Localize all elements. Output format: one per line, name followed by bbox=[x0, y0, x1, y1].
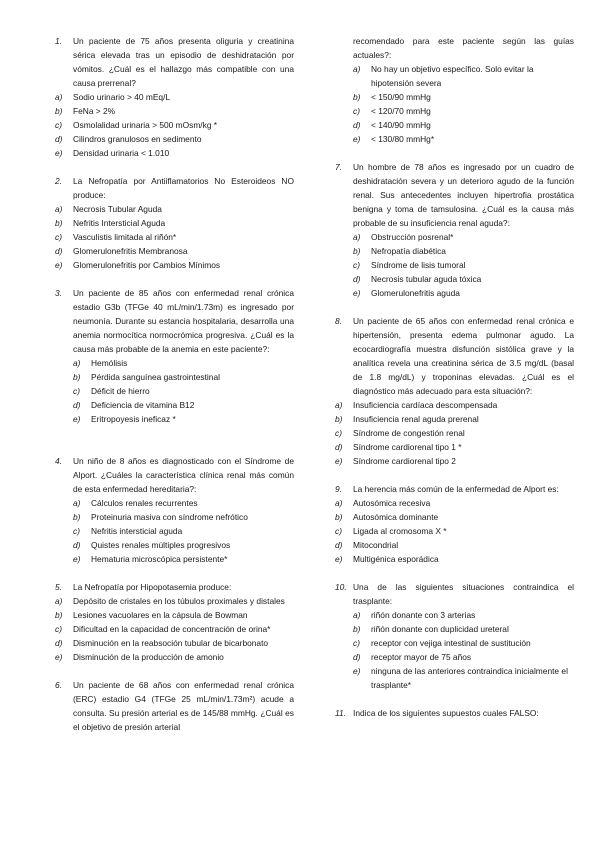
answer-option bbox=[335, 230, 574, 244]
answer-option bbox=[335, 412, 574, 426]
option-text: Disminución en la reabsoción tubular de bicarbonato bbox=[73, 638, 269, 648]
option-text: < 150/90 mmHg bbox=[371, 92, 431, 102]
answer-options bbox=[335, 496, 574, 566]
question-number: 6. bbox=[55, 680, 62, 690]
option-text: Disminución de la producción de amonio bbox=[73, 652, 224, 662]
question-number: 4. bbox=[55, 456, 62, 466]
option-letter: e) bbox=[73, 414, 81, 424]
answer-option bbox=[335, 90, 574, 104]
option-letter: e) bbox=[55, 652, 63, 662]
option-letter: c) bbox=[335, 526, 342, 536]
option-text: Autosómica recesiva bbox=[353, 498, 431, 508]
question-number: 5. bbox=[55, 582, 62, 592]
option-letter: d) bbox=[353, 120, 361, 130]
option-letter: c) bbox=[73, 386, 80, 396]
answer-option bbox=[335, 622, 574, 636]
option-text: No hay un objetivo específico. Solo evitar la hipotensión severa bbox=[371, 64, 534, 88]
option-letter: c) bbox=[55, 624, 62, 634]
option-text: Multigénica esporádica bbox=[353, 554, 439, 564]
answer-option bbox=[55, 524, 294, 538]
option-text: < 130/80 mmHg* bbox=[371, 134, 435, 144]
answer-option bbox=[55, 90, 294, 104]
option-text: Glomerulonefritis por Cambios Mínimos bbox=[73, 260, 221, 270]
option-text: Lesiones vacuolares en la cápsula de Bowman bbox=[73, 610, 248, 620]
answer-option bbox=[335, 118, 574, 132]
answer-option bbox=[55, 118, 294, 132]
answer-option bbox=[55, 510, 294, 524]
option-letter: d) bbox=[73, 540, 81, 550]
answer-option bbox=[335, 272, 574, 286]
answer-option bbox=[55, 412, 294, 426]
question-stem bbox=[55, 678, 294, 734]
question-number bbox=[335, 34, 353, 62]
option-text: Sodio urinario > 40 mEq/L bbox=[73, 92, 171, 102]
option-text: Depósito de cristales en los túbulos proximales y distales bbox=[73, 596, 285, 606]
option-letter: a) bbox=[55, 596, 63, 606]
answer-option bbox=[335, 426, 574, 440]
answer-option bbox=[335, 62, 574, 90]
option-text: Dificultad en la capacidad de concentración de orina* bbox=[73, 624, 271, 634]
question-item bbox=[55, 440, 294, 566]
answer-option bbox=[335, 496, 574, 510]
answer-options bbox=[55, 90, 294, 160]
question-item bbox=[335, 580, 574, 692]
question-number: 7. bbox=[335, 162, 342, 172]
option-text: receptor mayor de 75 años bbox=[371, 652, 472, 662]
answer-option bbox=[335, 650, 574, 664]
option-text: Hematuria microscópica persistente* bbox=[91, 554, 228, 564]
option-text: Insuficiencia renal aguda prerenal bbox=[353, 414, 479, 424]
answer-option bbox=[55, 398, 294, 412]
option-letter: c) bbox=[353, 260, 360, 270]
option-letter: a) bbox=[353, 232, 361, 242]
option-letter: a) bbox=[55, 204, 63, 214]
answer-option bbox=[55, 636, 294, 650]
answer-options bbox=[55, 496, 294, 566]
option-text: Vasculistis limitada al riñón* bbox=[73, 232, 177, 242]
option-letter: b) bbox=[353, 92, 361, 102]
answer-option bbox=[335, 538, 574, 552]
answer-options bbox=[55, 356, 294, 426]
option-letter: b) bbox=[55, 610, 63, 620]
answer-option bbox=[335, 454, 574, 468]
option-letter: c) bbox=[353, 106, 360, 116]
right-column bbox=[335, 34, 574, 734]
option-text: Necrosis Tubular Aguda bbox=[73, 204, 162, 214]
option-letter: e) bbox=[353, 288, 361, 298]
option-text: Síndrome cardiorenal tipo 1 * bbox=[353, 442, 462, 452]
question-text: Un paciente de 65 años con enfermedad renal crónica e hipertensión, presenta edema pulmonar agudo. La ecocardiografía muestra disfunción sistólica grave y la analítica revela una creatinina sérica de 3.5 mg/dL (basal de 1.8 mg/dL) y troponinas elevadas. ¿Cuál es el diagnóstico más adecuado para esta situación?: bbox=[353, 316, 574, 396]
option-letter: d) bbox=[353, 274, 361, 284]
option-letter: c) bbox=[55, 232, 62, 242]
option-text: riñón donante con duplicidad ureteral bbox=[371, 624, 509, 634]
question-item bbox=[55, 174, 294, 272]
question-item bbox=[55, 34, 294, 160]
option-text: Nefritis Intersticial Aguda bbox=[73, 218, 166, 228]
question-stem bbox=[55, 454, 294, 496]
option-letter: c) bbox=[73, 526, 80, 536]
question-text: Un hombre de 78 años es ingresado por un cuadro de deshidratación severa y un deterioro agudo de la función renal. Sus antecedentes incluyen hipertrofia prostática benigna y toma de tamsulosina. ¿Cuál es la causa más probable de su insuficiencia renal aguda?: bbox=[353, 162, 574, 228]
option-text: Síndrome de lisis tumoral bbox=[371, 260, 466, 270]
question-number: 2. bbox=[55, 176, 62, 186]
question-stem bbox=[335, 34, 574, 62]
option-letter: d) bbox=[55, 246, 63, 256]
option-letter: e) bbox=[55, 148, 63, 158]
answer-option bbox=[335, 552, 574, 566]
question-item bbox=[335, 314, 574, 468]
answer-option bbox=[55, 230, 294, 244]
question-text: Indica de los siguientes supuestos cuales FALSO: bbox=[353, 708, 539, 718]
option-text: Glomerulonefritis Membranosa bbox=[73, 246, 188, 256]
question-text: Una de las siguientes situaciones contraindica el trasplante: bbox=[353, 582, 574, 606]
option-letter: a) bbox=[353, 610, 361, 620]
question-stem bbox=[335, 314, 574, 398]
option-text: < 140/90 mmHg bbox=[371, 120, 431, 130]
answer-option bbox=[55, 608, 294, 622]
answer-options bbox=[55, 594, 294, 664]
option-letter: d) bbox=[55, 134, 63, 144]
option-text: ninguna de las anteriores contraindica inicialmente el trasplante* bbox=[371, 666, 568, 690]
option-text: receptor con vejiga intestinal de sustitución bbox=[371, 638, 531, 648]
answer-option bbox=[55, 370, 294, 384]
answer-option bbox=[335, 286, 574, 300]
option-letter: d) bbox=[73, 400, 81, 410]
question-text: Un niño de 8 años es diagnosticado con el Síndrome de Alport. ¿Cuáles la característica clínica renal más común de esta enfermedad hereditaria?: bbox=[73, 456, 294, 494]
option-letter: b) bbox=[55, 218, 63, 228]
question-number: 3. bbox=[55, 288, 62, 298]
option-letter: c) bbox=[55, 120, 62, 130]
option-letter: a) bbox=[335, 498, 343, 508]
answer-option bbox=[55, 552, 294, 566]
answer-options bbox=[335, 62, 574, 146]
answer-option bbox=[55, 258, 294, 272]
question-number: 8. bbox=[335, 316, 342, 326]
question-stem bbox=[55, 174, 294, 202]
question-text: Un paciente de 68 años con enfermedad renal crónica (ERC) estadio G4 (TFGe 25 mL/min/1.73m²) acude a consulta. Su presión arterial es de 145/88 mmHg. ¿Cuál es el objetivo de presión arterial bbox=[73, 680, 294, 732]
answer-option bbox=[55, 104, 294, 118]
option-text: Eritropoyesis ineficaz * bbox=[91, 414, 176, 424]
answer-option bbox=[335, 510, 574, 524]
answer-option bbox=[335, 608, 574, 622]
option-letter: a) bbox=[73, 358, 81, 368]
answer-option bbox=[335, 636, 574, 650]
answer-option bbox=[55, 384, 294, 398]
option-text: Hemólisis bbox=[91, 358, 128, 368]
answer-option bbox=[335, 524, 574, 538]
option-letter: e) bbox=[353, 134, 361, 144]
option-letter: d) bbox=[55, 638, 63, 648]
option-letter: a) bbox=[55, 92, 63, 102]
question-item bbox=[55, 580, 294, 664]
answer-options bbox=[55, 202, 294, 272]
option-text: Quistes renales múltiples progresivos bbox=[91, 540, 231, 550]
question-stem bbox=[55, 34, 294, 90]
option-text: < 120/70 mmHg bbox=[371, 106, 431, 116]
answer-option bbox=[55, 244, 294, 258]
answer-option bbox=[55, 146, 294, 160]
question-stem bbox=[335, 160, 574, 230]
spacer bbox=[55, 440, 294, 454]
option-letter: c) bbox=[335, 428, 342, 438]
option-letter: d) bbox=[335, 540, 343, 550]
question-stem bbox=[55, 286, 294, 356]
answer-option bbox=[55, 216, 294, 230]
option-letter: b) bbox=[73, 372, 81, 382]
answer-option bbox=[55, 622, 294, 636]
answer-option bbox=[55, 538, 294, 552]
option-text: Ligada al cromosoma X * bbox=[353, 526, 447, 536]
left-column bbox=[55, 34, 294, 748]
option-letter: a) bbox=[353, 64, 361, 74]
option-letter: b) bbox=[353, 624, 361, 634]
answer-option bbox=[335, 440, 574, 454]
option-letter: e) bbox=[335, 456, 343, 466]
answer-option bbox=[335, 244, 574, 258]
question-stem bbox=[335, 706, 574, 720]
option-text: Mitocondrial bbox=[353, 540, 399, 550]
answer-options bbox=[335, 230, 574, 300]
option-text: Deficiencia de vitamina B12 bbox=[91, 400, 195, 410]
option-letter: e) bbox=[353, 666, 361, 676]
option-text: Densidad urinaria < 1.010 bbox=[73, 148, 170, 158]
answer-option bbox=[55, 594, 294, 608]
option-text: Glomerulonefritis aguda bbox=[371, 288, 460, 298]
answer-options bbox=[335, 608, 574, 692]
option-text: Cilindros granulosos en sedimento bbox=[73, 134, 202, 144]
option-letter: b) bbox=[335, 414, 343, 424]
answer-option bbox=[335, 258, 574, 272]
option-text: Síndrome de congestión renal bbox=[353, 428, 465, 438]
question-text: La Nefropatía por Antiiflamatorios No Esteroideos NO produce: bbox=[73, 176, 294, 200]
question-text: Un paciente de 85 años con enfermedad renal crónica estadio G3b (TFGe 40 mL/min/1.73m) es ingresado por neumonía. Durante su estancia hospitalaria, desarrolla una anemia normocítica normocrómica progresiva. ¿Cuál es la causa más probable de la anemia en este paciente?: bbox=[73, 288, 294, 354]
question-text: recomendado para este paciente según las guías actuales?: bbox=[353, 36, 574, 60]
question-item bbox=[335, 160, 574, 300]
option-letter: d) bbox=[335, 442, 343, 452]
question-number: 10. bbox=[335, 582, 347, 592]
question-number: 1. bbox=[55, 36, 62, 46]
question-text: La Nefropatía por Hipopotasemia produce: bbox=[73, 582, 232, 592]
option-letter: e) bbox=[335, 554, 343, 564]
answer-option bbox=[55, 132, 294, 146]
option-letter: b) bbox=[335, 512, 343, 522]
question-text: La herencia más común de la enfermedad de Alport es: bbox=[353, 484, 559, 494]
option-letter: e) bbox=[73, 554, 81, 564]
answer-option bbox=[55, 356, 294, 370]
option-letter: a) bbox=[335, 400, 343, 410]
option-letter: c) bbox=[353, 638, 360, 648]
option-letter: a) bbox=[73, 498, 81, 508]
option-text: Necrosis tubular aguda tóxica bbox=[371, 274, 482, 284]
question-item bbox=[335, 34, 574, 146]
answer-option bbox=[335, 664, 574, 692]
option-letter: b) bbox=[73, 512, 81, 522]
option-letter: b) bbox=[55, 106, 63, 116]
question-stem bbox=[335, 482, 574, 496]
option-text: Déficit de hierro bbox=[91, 386, 150, 396]
answer-options bbox=[335, 398, 574, 468]
answer-option bbox=[55, 202, 294, 216]
option-text: Pérdida sanguínea gastrointestinal bbox=[91, 372, 220, 382]
question-number: 11. bbox=[335, 708, 347, 718]
question-stem bbox=[335, 580, 574, 608]
option-text: Autosómica dominante bbox=[353, 512, 439, 522]
question-item bbox=[335, 706, 574, 720]
option-text: Nefropatía diabética bbox=[371, 246, 446, 256]
answer-option bbox=[55, 650, 294, 664]
answer-option bbox=[335, 132, 574, 146]
option-letter: b) bbox=[353, 246, 361, 256]
question-item bbox=[55, 678, 294, 734]
question-stem bbox=[55, 580, 294, 594]
option-text: Nefritis intersticial aguda bbox=[91, 526, 183, 536]
option-text: FeNa > 2% bbox=[73, 106, 116, 116]
question-item bbox=[335, 482, 574, 566]
option-text: Cálculos renales recurrentes bbox=[91, 498, 198, 508]
answer-option bbox=[335, 398, 574, 412]
option-text: riñón donante con 3 arterias bbox=[371, 610, 476, 620]
option-letter: e) bbox=[55, 260, 63, 270]
question-number: 9. bbox=[335, 484, 342, 494]
option-text: Insuficiencia cardíaca descompensada bbox=[353, 400, 498, 410]
option-letter: d) bbox=[353, 652, 361, 662]
answer-option bbox=[55, 496, 294, 510]
option-text: Síndrome cardiorenal tipo 2 bbox=[353, 456, 456, 466]
question-item bbox=[55, 286, 294, 426]
option-text: Obstrucción posrenal* bbox=[371, 232, 454, 242]
option-text: Proteinuria masiva con síndrome nefrótico bbox=[91, 512, 248, 522]
answer-option bbox=[335, 104, 574, 118]
option-text: Osmolalidad urinaria > 500 mOsm/kg * bbox=[73, 120, 218, 130]
question-text: Un paciente de 75 años presenta oliguria y creatinina sérica elevada tras un episodio de deshidratación por vómitos. ¿Cuál es el hallazgo más compatible con una causa prerrenal? bbox=[73, 36, 294, 88]
